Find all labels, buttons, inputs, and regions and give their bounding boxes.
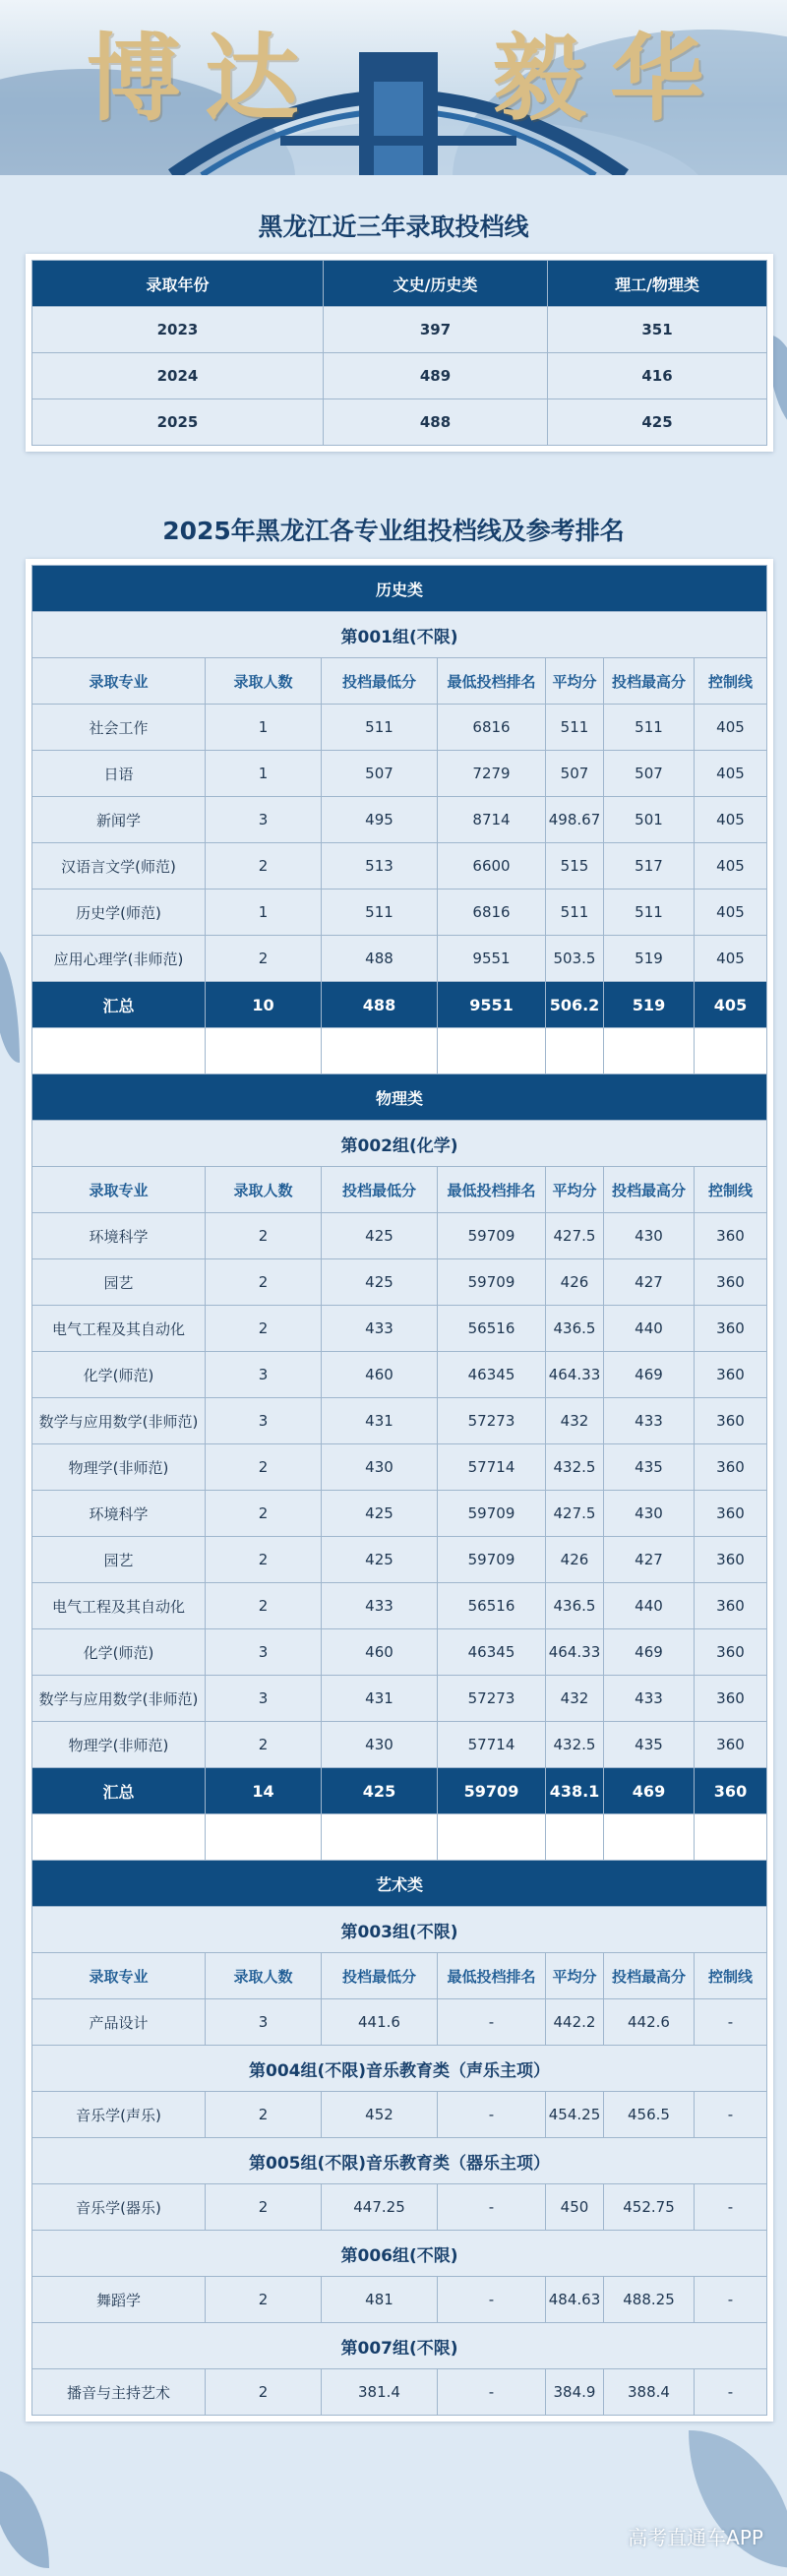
column-header: 录取人数 [206, 658, 322, 705]
summary-cell: 10 [206, 982, 322, 1028]
cell: 436.5 [546, 1306, 604, 1352]
table-row [32, 1306, 767, 1352]
cell: 515 [546, 843, 604, 889]
cell: 507 [322, 751, 438, 797]
cell: 388.4 [604, 2369, 695, 2416]
cell: 452 [322, 2092, 438, 2138]
cell: 431 [322, 1676, 438, 1722]
cell: 日语 [32, 751, 206, 797]
table-row [32, 1444, 767, 1491]
column-header: 投档最高分 [604, 1167, 695, 1213]
cell: 57273 [438, 1398, 546, 1444]
cell: 物理学(非师范) [32, 1722, 206, 1768]
cell: 405 [695, 843, 767, 889]
empty-cell [322, 1814, 438, 1861]
group-row [32, 2046, 767, 2092]
column-header: 录取专业 [32, 1167, 206, 1213]
cell: 435 [604, 1722, 695, 1768]
table-row [32, 1259, 767, 1306]
summary-cell: 59709 [438, 1768, 546, 1814]
cell: 440 [604, 1583, 695, 1629]
cell: - [438, 2092, 546, 2138]
table-row [32, 1999, 767, 2046]
cell: 360 [695, 1306, 767, 1352]
table-row [32, 1676, 767, 1722]
cell: 405 [695, 751, 767, 797]
column-header: 录取专业 [32, 658, 206, 705]
cell: - [438, 2184, 546, 2231]
cell: 2 [206, 2184, 322, 2231]
banner-char-2: 达 [205, 23, 299, 134]
cell: 464.33 [546, 1352, 604, 1398]
table-header-row [32, 261, 767, 307]
empty-cell [438, 1814, 546, 1861]
cell: 360 [695, 1352, 767, 1398]
cell: - [695, 2184, 767, 2231]
cell: 416 [548, 353, 767, 399]
cell: 469 [604, 1352, 695, 1398]
cell: 425 [322, 1537, 438, 1583]
table-row [32, 1491, 767, 1537]
section1-title: 黑龙江近三年录取投档线 [258, 213, 529, 241]
column-header: 投档最高分 [604, 1953, 695, 1999]
cell: 2 [206, 2277, 322, 2323]
column-header-row [32, 1167, 767, 1213]
column-header: 投档最低分 [322, 1167, 438, 1213]
cell: 360 [695, 1583, 767, 1629]
summary-cell: 9551 [438, 982, 546, 1028]
column-header: 平均分 [546, 658, 604, 705]
cell: 427.5 [546, 1491, 604, 1537]
cell: 电气工程及其自动化 [32, 1306, 206, 1352]
group-row-text: 第004组(不限)音乐教育类（声乐主项） [32, 2046, 767, 2092]
empty-cell [206, 1028, 322, 1074]
section1-table-card [26, 254, 773, 452]
summary-row [32, 982, 767, 1028]
watermark-text: 高考直通车APP [628, 2526, 763, 2549]
table-row [32, 1722, 767, 1768]
cell: 432.5 [546, 1444, 604, 1491]
empty-cell [546, 1028, 604, 1074]
category-row-text: 物理类 [32, 1074, 767, 1121]
group-row [32, 612, 767, 658]
cell: 447.25 [322, 2184, 438, 2231]
group-row-text: 第006组(不限) [32, 2231, 767, 2277]
empty-cell [604, 1814, 695, 1861]
cell: 汉语言文学(师范) [32, 843, 206, 889]
cell: 405 [695, 936, 767, 982]
cell: 427.5 [546, 1213, 604, 1259]
summary-cell: 519 [604, 982, 695, 1028]
cell: 432 [546, 1398, 604, 1444]
cell: 511 [546, 705, 604, 751]
cell: 环境科学 [32, 1213, 206, 1259]
cell: 431 [322, 1398, 438, 1444]
cell: 425 [322, 1213, 438, 1259]
cell: 化学(师范) [32, 1629, 206, 1676]
cell: 59709 [438, 1537, 546, 1583]
cell: 57714 [438, 1722, 546, 1768]
cell: 2 [206, 1491, 322, 1537]
cell: 456.5 [604, 2092, 695, 2138]
cell: 442.2 [546, 1999, 604, 2046]
cell: 播音与主持艺术 [32, 2369, 206, 2416]
header-year: 录取年份 [32, 261, 324, 307]
cell: 464.33 [546, 1629, 604, 1676]
cell: 2 [206, 1306, 322, 1352]
empty-cell [604, 1028, 695, 1074]
cell: 3 [206, 1398, 322, 1444]
cell: 519 [604, 936, 695, 982]
category-row [32, 1074, 767, 1121]
column-header: 投档最低分 [322, 1953, 438, 1999]
column-header: 录取人数 [206, 1953, 322, 1999]
category-row-text: 历史类 [32, 566, 767, 612]
cell: 517 [604, 843, 695, 889]
cell: 360 [695, 1629, 767, 1676]
table-row [32, 2184, 767, 2231]
summary-cell: 425 [322, 1768, 438, 1814]
cell: 433 [322, 1306, 438, 1352]
cell: 3 [206, 797, 322, 843]
table-row [32, 1537, 767, 1583]
table-row [32, 399, 767, 446]
cell: 3 [206, 1352, 322, 1398]
cell: 6816 [438, 705, 546, 751]
cell: 56516 [438, 1583, 546, 1629]
blank-row [32, 1028, 767, 1074]
cell: 425 [322, 1259, 438, 1306]
cell: 384.9 [546, 2369, 604, 2416]
cell: 音乐学(声乐) [32, 2092, 206, 2138]
table-row [32, 2277, 767, 2323]
table-row [32, 705, 767, 751]
cell: 57714 [438, 1444, 546, 1491]
empty-cell [695, 1028, 767, 1074]
cell: 433 [322, 1583, 438, 1629]
cell: 6600 [438, 843, 546, 889]
cell: 425 [322, 1491, 438, 1537]
cell: 498.67 [546, 797, 604, 843]
table-row [32, 1352, 767, 1398]
group-row-text: 第001组(不限) [32, 612, 767, 658]
table-row [32, 353, 767, 399]
category-row-text: 艺术类 [32, 1861, 767, 1907]
cell: 405 [695, 705, 767, 751]
table-row [32, 1583, 767, 1629]
cell: 432.5 [546, 1722, 604, 1768]
cell: 57273 [438, 1676, 546, 1722]
group-row-text: 第002组(化学) [32, 1121, 767, 1167]
cell: 440 [604, 1306, 695, 1352]
header-physics: 理工/物理类 [548, 261, 767, 307]
summary-row [32, 1768, 767, 1814]
column-header-row [32, 658, 767, 705]
cell: 430 [604, 1213, 695, 1259]
cell: 511 [322, 705, 438, 751]
cell: - [695, 1999, 767, 2046]
cell: 2025 [32, 399, 324, 446]
column-header: 控制线 [695, 1167, 767, 1213]
summary-cell: 14 [206, 1768, 322, 1814]
cell: 501 [604, 797, 695, 843]
cell: 59709 [438, 1213, 546, 1259]
cell: 360 [695, 1722, 767, 1768]
cell: 489 [324, 353, 548, 399]
cell: 1 [206, 751, 322, 797]
cell: 503.5 [546, 936, 604, 982]
cell: 432 [546, 1676, 604, 1722]
group-row-text: 第005组(不限)音乐教育类（器乐主项） [32, 2138, 767, 2184]
cell: 495 [322, 797, 438, 843]
cell: 2 [206, 1537, 322, 1583]
group-row [32, 2231, 767, 2277]
table-row [32, 1213, 767, 1259]
summary-cell: 360 [695, 1768, 767, 1814]
cell: 511 [322, 889, 438, 936]
cell: 442.6 [604, 1999, 695, 2046]
cell: 405 [695, 797, 767, 843]
empty-cell [32, 1814, 206, 1861]
cell: 488.25 [604, 2277, 695, 2323]
cell: 427 [604, 1537, 695, 1583]
cell: 3 [206, 1676, 322, 1722]
cell: 新闻学 [32, 797, 206, 843]
cell: 2024 [32, 353, 324, 399]
table-row [32, 1398, 767, 1444]
cell: 436.5 [546, 1583, 604, 1629]
cell: 应用心理学(非师范) [32, 936, 206, 982]
column-header: 录取人数 [206, 1167, 322, 1213]
cell: - [695, 2092, 767, 2138]
column-header: 控制线 [695, 1953, 767, 1999]
cell: 360 [695, 1491, 767, 1537]
cell: 数学与应用数学(非师范) [32, 1676, 206, 1722]
leaf-decoration [0, 2470, 49, 2568]
cell: 360 [695, 1537, 767, 1583]
table-row [32, 843, 767, 889]
header-history: 文史/历史类 [324, 261, 548, 307]
cell: 360 [695, 1213, 767, 1259]
column-header: 控制线 [695, 658, 767, 705]
cell: 2 [206, 1444, 322, 1491]
column-header: 平均分 [546, 1953, 604, 1999]
cell: - [438, 2369, 546, 2416]
cell: 历史学(师范) [32, 889, 206, 936]
group-row [32, 1121, 767, 1167]
cell: 507 [604, 751, 695, 797]
group-row [32, 2138, 767, 2184]
group-row [32, 1907, 767, 1953]
empty-cell [206, 1814, 322, 1861]
empty-cell [546, 1814, 604, 1861]
empty-cell [438, 1028, 546, 1074]
cell: 511 [604, 705, 695, 751]
cell: 430 [604, 1491, 695, 1537]
cell: 469 [604, 1629, 695, 1676]
table-row [32, 797, 767, 843]
cell: 460 [322, 1629, 438, 1676]
column-header: 投档最高分 [604, 658, 695, 705]
cell: - [438, 2277, 546, 2323]
cell: 音乐学(器乐) [32, 2184, 206, 2231]
cell: 360 [695, 1676, 767, 1722]
cell: 2023 [32, 307, 324, 353]
cell: 8714 [438, 797, 546, 843]
cell: 381.4 [322, 2369, 438, 2416]
summary-cell: 汇总 [32, 982, 206, 1028]
table-row [32, 2369, 767, 2416]
cell: 园艺 [32, 1537, 206, 1583]
column-header: 最低投档排名 [438, 1167, 546, 1213]
cell: 360 [695, 1444, 767, 1491]
cell: 460 [322, 1352, 438, 1398]
summary-cell: 488 [322, 982, 438, 1028]
cell: 484.63 [546, 2277, 604, 2323]
cell: 511 [604, 889, 695, 936]
cell: 2 [206, 1583, 322, 1629]
column-header-row [32, 1953, 767, 1999]
cell: 9551 [438, 936, 546, 982]
cell: 舞蹈学 [32, 2277, 206, 2323]
cell: - [695, 2277, 767, 2323]
cell: 2 [206, 843, 322, 889]
category-row [32, 1861, 767, 1907]
cell: 1 [206, 705, 322, 751]
column-header: 最低投档排名 [438, 1953, 546, 1999]
summary-cell: 506.2 [546, 982, 604, 1028]
cell: 46345 [438, 1629, 546, 1676]
cell: 1 [206, 889, 322, 936]
cell: 59709 [438, 1259, 546, 1306]
banner-char-4: 华 [610, 23, 704, 134]
cell: 426 [546, 1259, 604, 1306]
table-row [32, 936, 767, 982]
section2-title: 2025年黑龙江各专业组投档线及参考排名 [162, 517, 625, 545]
cell: 化学(师范) [32, 1352, 206, 1398]
cell: 450 [546, 2184, 604, 2231]
major-group-score-table [31, 565, 767, 2416]
cell: 3 [206, 1629, 322, 1676]
cell: 427 [604, 1259, 695, 1306]
table-row [32, 751, 767, 797]
cell: 481 [322, 2277, 438, 2323]
cell: 441.6 [322, 1999, 438, 2046]
summary-cell: 汇总 [32, 1768, 206, 1814]
banner-char-1: 博 [87, 23, 181, 134]
cell: 数学与应用数学(非师范) [32, 1398, 206, 1444]
cell: 452.75 [604, 2184, 695, 2231]
group-row [32, 2323, 767, 2369]
summary-cell: 438.1 [546, 1768, 604, 1814]
section2-table-card [26, 559, 773, 2422]
cell: 社会工作 [32, 705, 206, 751]
cell: 46345 [438, 1352, 546, 1398]
cell: 2 [206, 936, 322, 982]
cell: - [695, 2369, 767, 2416]
table-row [32, 2092, 767, 2138]
cell: 430 [322, 1444, 438, 1491]
cell: 433 [604, 1398, 695, 1444]
cell: 2 [206, 2092, 322, 2138]
empty-cell [32, 1028, 206, 1074]
header-banner [0, 0, 787, 175]
cell: 433 [604, 1676, 695, 1722]
cell: 488 [324, 399, 548, 446]
cell: 6816 [438, 889, 546, 936]
cell: 360 [695, 1259, 767, 1306]
cell: 511 [546, 889, 604, 936]
leaf-decoration [0, 945, 20, 1063]
table-row [32, 889, 767, 936]
table-row [32, 307, 767, 353]
group-row-text: 第007组(不限) [32, 2323, 767, 2369]
cell: 454.25 [546, 2092, 604, 2138]
cell: 426 [546, 1537, 604, 1583]
cell: 园艺 [32, 1259, 206, 1306]
cell: - [438, 1999, 546, 2046]
cell: 397 [324, 307, 548, 353]
column-header: 录取专业 [32, 1953, 206, 1999]
cell: 405 [695, 889, 767, 936]
cell: 513 [322, 843, 438, 889]
cell: 3 [206, 1999, 322, 2046]
cell: 7279 [438, 751, 546, 797]
cell: 电气工程及其自动化 [32, 1583, 206, 1629]
group-row-text: 第003组(不限) [32, 1907, 767, 1953]
cell: 环境科学 [32, 1491, 206, 1537]
banner-char-3: 毅 [492, 23, 586, 134]
column-header: 平均分 [546, 1167, 604, 1213]
cell: 59709 [438, 1491, 546, 1537]
cell: 2 [206, 1259, 322, 1306]
cell: 56516 [438, 1306, 546, 1352]
cell: 产品设计 [32, 1999, 206, 2046]
empty-cell [695, 1814, 767, 1861]
empty-cell [322, 1028, 438, 1074]
table-row [32, 1629, 767, 1676]
column-header: 投档最低分 [322, 658, 438, 705]
cell: 物理学(非师范) [32, 1444, 206, 1491]
cell: 2 [206, 2369, 322, 2416]
summary-cell: 405 [695, 982, 767, 1028]
cell: 488 [322, 936, 438, 982]
cell: 351 [548, 307, 767, 353]
cell: 430 [322, 1722, 438, 1768]
summary-cell: 469 [604, 1768, 695, 1814]
blank-row [32, 1814, 767, 1861]
cell: 360 [695, 1398, 767, 1444]
cell: 2 [206, 1722, 322, 1768]
column-header: 最低投档排名 [438, 658, 546, 705]
cell: 435 [604, 1444, 695, 1491]
category-row [32, 566, 767, 612]
cell: 2 [206, 1213, 322, 1259]
score-history-table [31, 260, 767, 446]
cell: 507 [546, 751, 604, 797]
cell: 425 [548, 399, 767, 446]
